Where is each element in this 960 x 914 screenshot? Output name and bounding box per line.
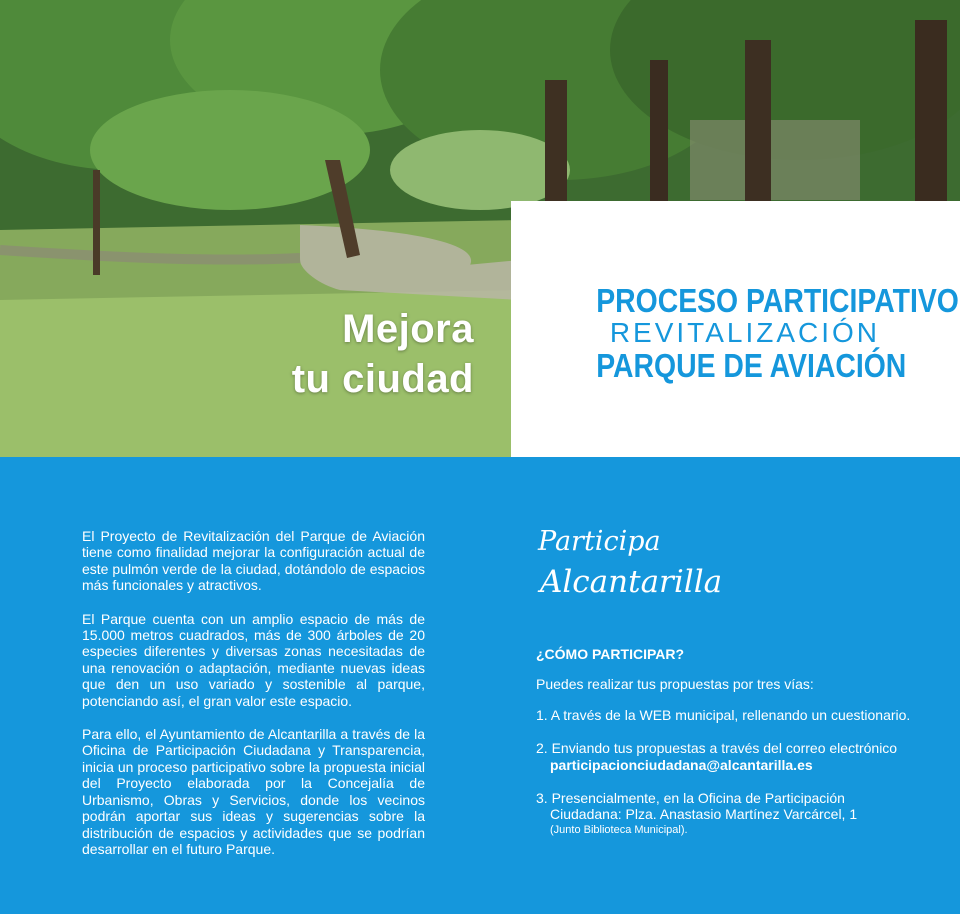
title-line1: PROCESO PARTICIPATIVO (596, 282, 959, 319)
title-line3: PARQUE DE AVIACIÓN (596, 347, 907, 384)
title-block (550, 282, 959, 384)
logo-line1: Participa (538, 526, 661, 557)
how-to-participate (536, 646, 926, 855)
headline-line2: tu ciudad (291, 357, 474, 401)
step-3-line2: Ciudadana: Plza. Anastasio Martínez Varcárcel, 1 (550, 806, 858, 823)
participa-alcantarilla-logo (536, 522, 756, 607)
intro-text (82, 528, 425, 874)
intro-paragraph: El Parque cuenta con un amplio espacio de más de 15.000 metros cuadrados, más de 300 árboles de 20 especies diferentes y diversas zonas necesitadas de una renovación o adaptación, mediante nuevas ideas que den un uso variado y sostenible al parque, potenciando así, el gran valor este espacio. (82, 610, 425, 709)
title-line2: REVITALIZACIÓN (609, 317, 880, 348)
intro-paragraph: El Proyecto de Revitalización del Parque de Aviación tiene como finalidad mejorar la configuración actual de este pulmón verde de la ciudad, dotándolo de espacios más funcionales y atractivos. (82, 528, 425, 594)
headline (292, 304, 474, 404)
contact-email: participacionciudadana@alcantarilla.es (550, 756, 813, 773)
step-3 (536, 790, 926, 838)
step-2 (536, 740, 926, 773)
step-3-line1: 3. Presencialmente, en la Oficina de Participación (536, 790, 845, 807)
step-3-note: (Junto Biblioteca Municipal). (550, 823, 688, 836)
how-title: ¿CÓMO PARTICIPAR? (536, 646, 685, 662)
step-2-text: 2. Enviando tus propuestas a través del correo electrónico (536, 740, 898, 757)
logo-line2: Alcantarilla (540, 564, 723, 600)
intro-paragraph: Para ello, el Ayuntamiento de Alcantarilla a través de la Oficina de Participación Ciudadana y Transparencia, inicia un proceso participativo sobre la propuesta inicial del Proyecto elaborada por la Concejalía de Urbanismo, Obras y Servicios, donde los vecinos podrán aportar sus ideas y sugerencias sobre la distribución de espacios y actividades que se podrían desarrollar en el futuro Parque. (82, 726, 425, 857)
title-panel (511, 201, 960, 457)
how-intro: Puedes realizar tus propuestas por tres vías: (536, 676, 814, 693)
step-1: 1. A través de la WEB municipal, rellenando un cuestionario. (536, 706, 911, 723)
headline-line1: Mejora (342, 307, 474, 351)
